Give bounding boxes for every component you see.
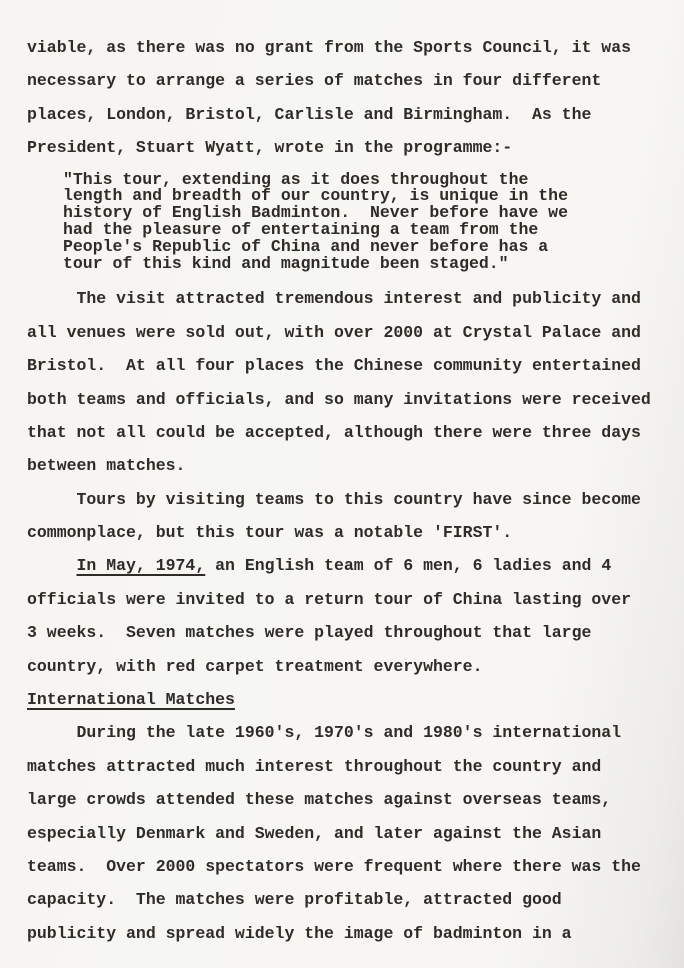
- text-line: viable, as there was no grant from the Sports Council, it was: [27, 38, 631, 57]
- text-line: matches attracted much interest throughout the country and: [27, 756, 602, 776]
- paragraph-opening: [27, 31, 684, 165]
- paragraph-visit: [27, 282, 684, 482]
- indent-spaces: [27, 556, 77, 575]
- text-line: teams. Over 2000 spectators were frequent where there was the: [27, 856, 641, 876]
- text-line: capacity. The matches were profitable, attracted good: [27, 890, 562, 910]
- text-line: places, London, Bristol, Carlisle and Birmingham. As the: [27, 104, 592, 124]
- text-line: officials were invited to a return tour of China lasting over: [27, 589, 631, 609]
- text-line: especially Denmark and Sweden, and later against the Asian: [27, 823, 602, 843]
- section-heading: [27, 683, 684, 716]
- text-line: between matches.: [27, 456, 186, 476]
- text-line: large crowds attended these matches against overseas teams,: [27, 790, 612, 810]
- underlined-date: In May, 1974,: [76, 556, 206, 576]
- text-line: Bristol. At all four places the Chinese community entertained: [27, 356, 641, 376]
- text-line: that not all could be accepted, although there were three days: [27, 422, 641, 442]
- text-line: commonplace, but this tour was a notable 'FIRST'.: [27, 523, 513, 543]
- text-segment: an English team of 6 men, 6 ladies and 4: [205, 556, 612, 576]
- text-line: Tours by visiting teams to this country have since become: [27, 489, 641, 509]
- paragraph-tours: [27, 483, 684, 550]
- text-line: During the late 1960's, 1970's and 1980's international: [27, 723, 622, 743]
- text-line: President, Stuart Wyatt, wrote in the programme:-: [27, 138, 513, 158]
- block-quote: [63, 169, 684, 273]
- paragraph-may-1974: [27, 549, 684, 683]
- paragraph-international: [27, 716, 684, 950]
- text-line: [27, 549, 684, 582]
- text-line: The visit attracted tremendous interest and publicity and: [27, 289, 641, 309]
- quote-line: had the pleasure of entertaining a team from the: [63, 219, 539, 239]
- text-line: both teams and officials, and so many invitations were received: [27, 389, 651, 409]
- text-line: 3 weeks. Seven matches were played throughout that large: [27, 623, 592, 643]
- quote-line: People's Republic of China and never before has a: [63, 236, 549, 256]
- text-line: country, with red carpet treatment everywhere.: [27, 656, 483, 676]
- text-line: publicity and spread widely the image of badminton in a: [27, 923, 572, 943]
- quote-line: history of English Badminton. Never before have we: [63, 203, 568, 223]
- quote-line: tour of this kind and magnitude been staged.": [63, 253, 509, 273]
- text-line: all venues were sold out, with over 2000 at Crystal Palace and: [27, 322, 641, 342]
- quote-line: length and breadth of our country, is unique in the: [63, 186, 568, 206]
- heading-text: International Matches: [27, 690, 235, 710]
- text-line: necessary to arrange a series of matches in four different: [27, 71, 602, 91]
- quote-line: "This tour, extending as it does throughout the: [63, 169, 529, 189]
